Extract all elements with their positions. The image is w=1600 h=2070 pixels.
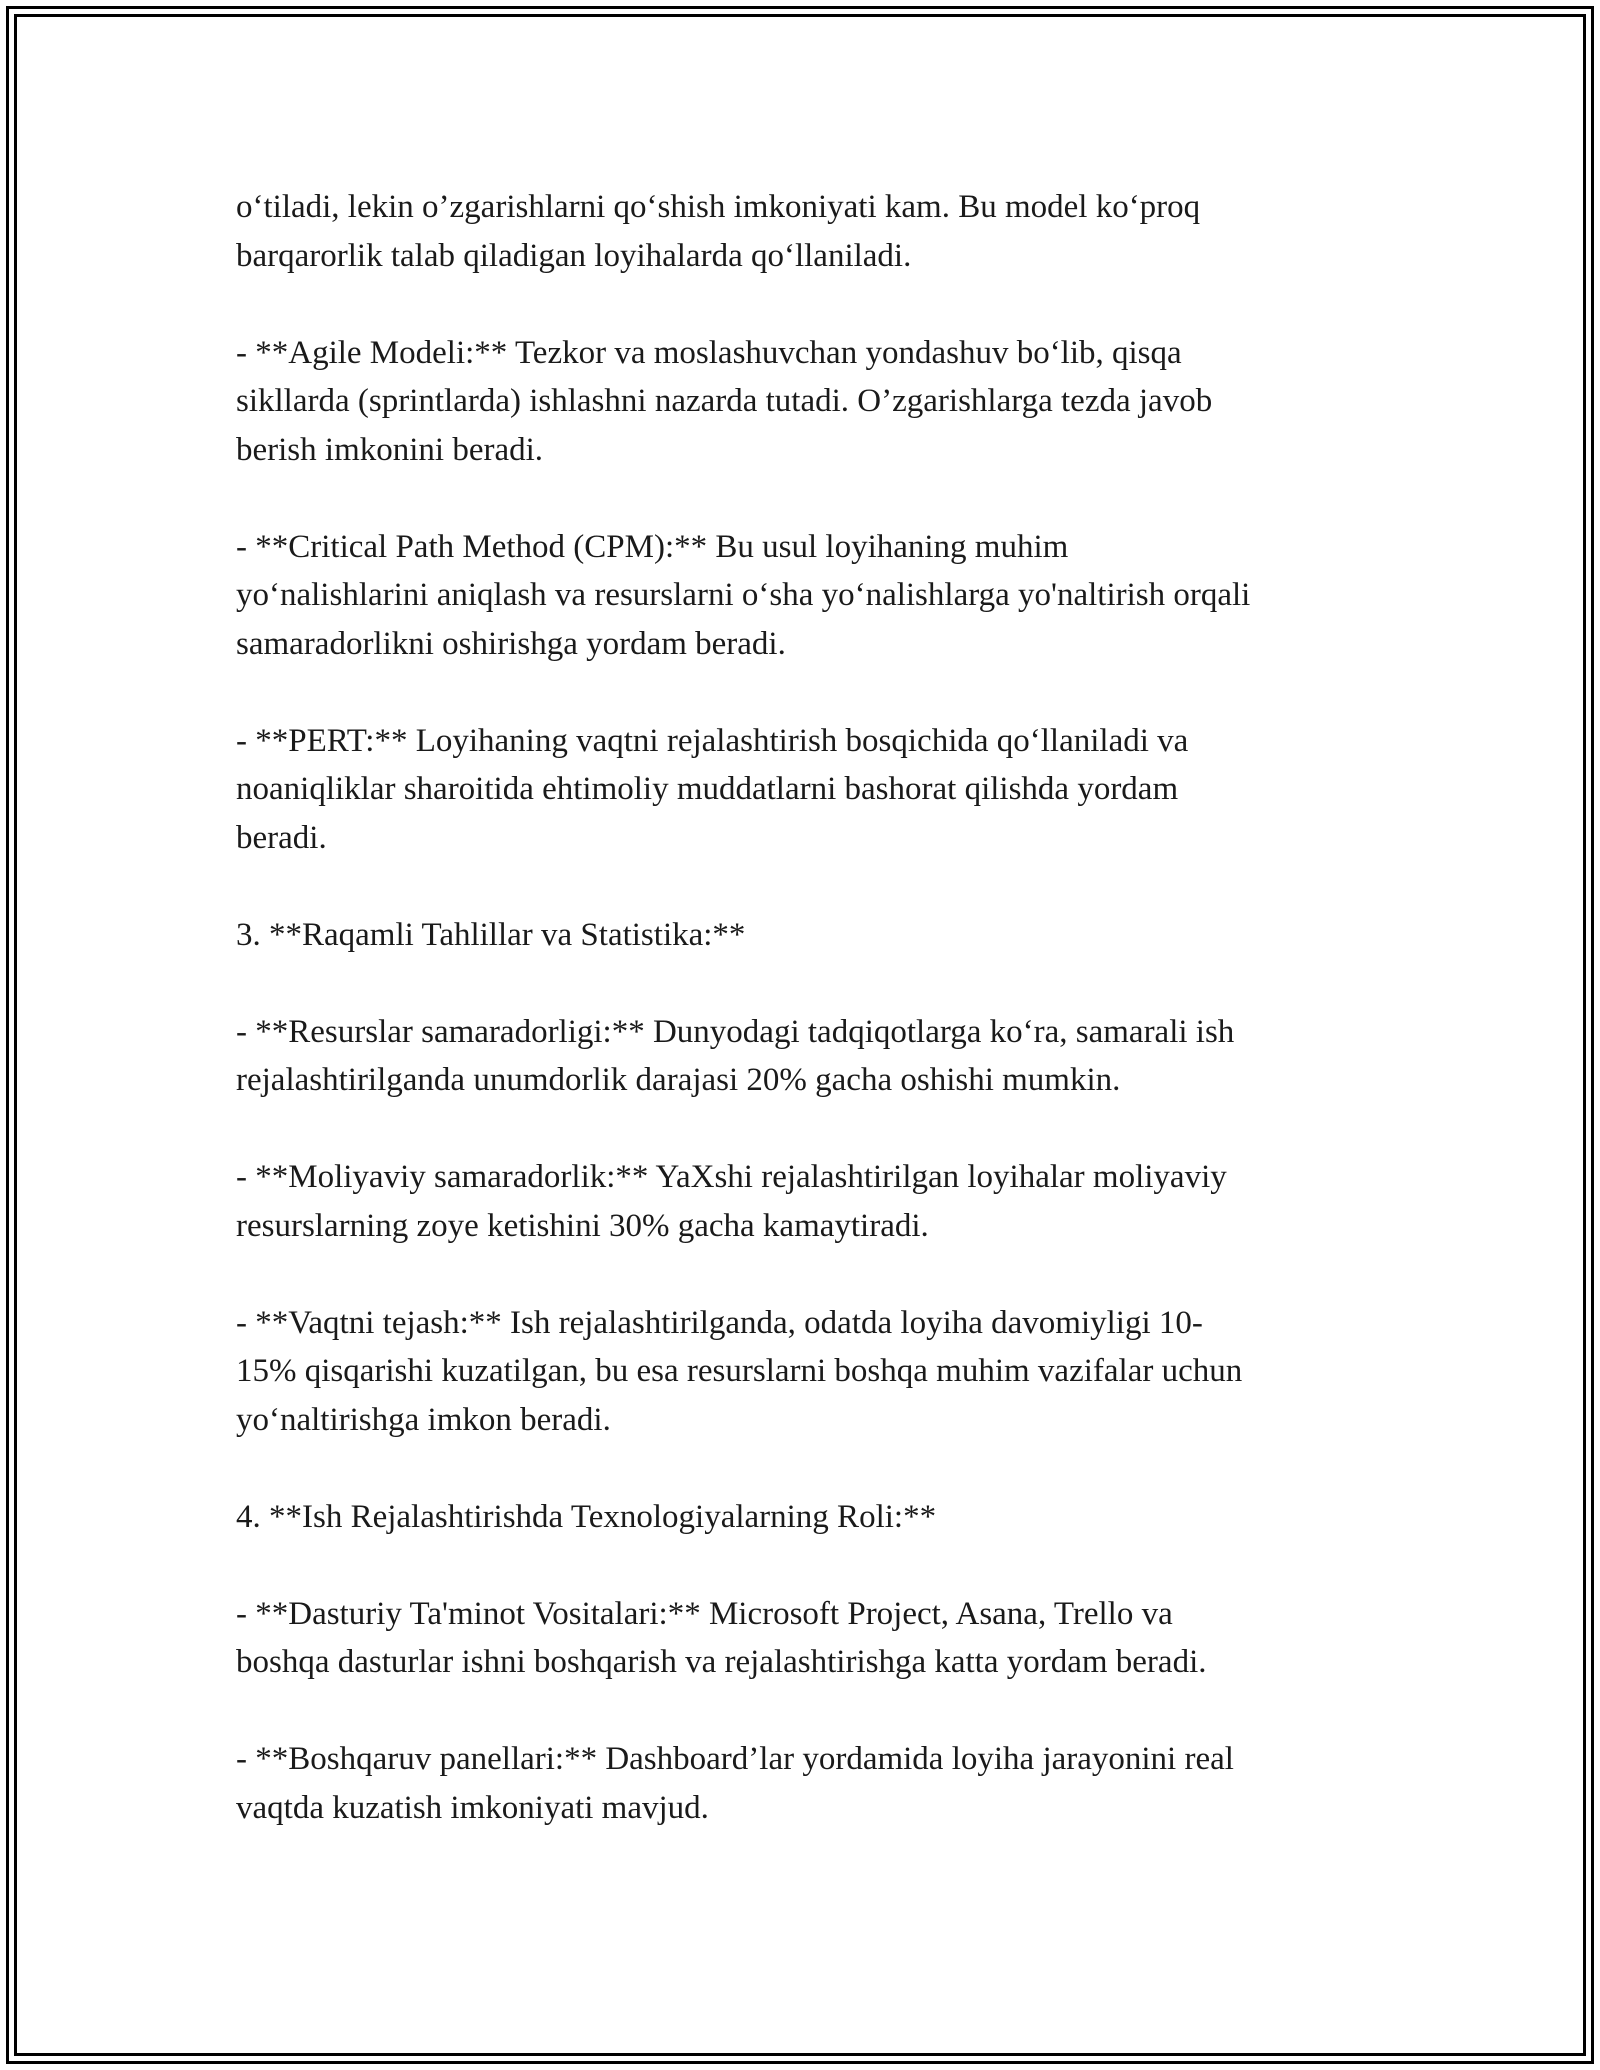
text-line: - **Agile Modeli:** Tezkor va moslashuvchan yondashuv bo‘lib, qisqa	[236, 334, 1182, 371]
paragraph-critical-path-method	[236, 523, 1396, 669]
paragraph-resource-efficiency	[236, 1008, 1396, 1105]
text-line: yo‘naltirishga imkon beradi.	[236, 1401, 611, 1438]
text-line: 3. **Raqamli Tahlillar va Statistika:**	[236, 916, 746, 953]
paragraph-pert	[236, 717, 1396, 863]
text-line: 15% qisqarishi kuzatilgan, bu esa resurslarni boshqa muhim vazifalar uchun	[236, 1353, 1243, 1389]
text-line: - **Boshqaruv panellari:** Dashboard’lar yordamida loyiha jarayonini real	[236, 1741, 1234, 1777]
text-line: o‘tiladi, lekin o’zgarishlarni qo‘shish imkoniyati kam. Bu model ko‘proq	[236, 189, 1201, 225]
text-line: rejalashtirilganda unumdorlik darajasi 20% gacha oshishi mumkin.	[236, 1062, 1121, 1098]
text-line: resurslarning zoye ketishini 30% gacha kamaytiradi.	[236, 1207, 929, 1244]
text-line: noaniqliklar sharoitida ehtimoliy muddatlarni bashorat qilishda yordam	[236, 771, 1179, 807]
text-line: samaradorlikni oshirishga yordam beradi.	[236, 625, 786, 662]
text-line: barqarorlik talab qiladigan loyihalarda qo‘llaniladi.	[236, 237, 912, 274]
text-line: - **Critical Path Method (CPM):** Bu usul loyihaning muhim	[236, 528, 1069, 565]
text-line: - **PERT:** Loyihaning vaqtni rejalashtirish bosqichida qo‘llaniladi va	[236, 722, 1189, 759]
text-line: boshqa dasturlar ishni boshqarish va rejalashtirishga katta yordam beradi.	[236, 1644, 1207, 1680]
text-line: vaqtda kuzatish imkoniyati mavjud.	[236, 1789, 709, 1826]
section-heading-technology-role	[236, 1493, 1396, 1542]
paragraph-financial-efficiency	[236, 1153, 1396, 1250]
paragraph-waterfall-continuation	[236, 183, 1396, 280]
text-line: yo‘nalishlarini aniqlash va resurslarni o‘sha yo‘nalishlarga yo'naltirish orqali	[236, 577, 1251, 613]
text-line: - **Moliyaviy samaradorlik:** YaXshi rejalashtirilgan loyihalar moliyaviy	[236, 1159, 1227, 1195]
text-line: - **Resurslar samaradorligi:** Dunyodagi tadqiqotlarga ko‘ra, samarali ish	[236, 1013, 1235, 1050]
section-heading-digital-analysis	[236, 911, 1396, 960]
paragraph-dashboards	[236, 1735, 1396, 1832]
text-line: berish imkonini beradi.	[236, 431, 544, 468]
text-line: beradi.	[236, 819, 327, 856]
text-line: - **Vaqtni tejash:** Ish rejalashtirilganda, odatda loyiha davomiyligi 10-	[236, 1304, 1203, 1341]
paragraph-time-saving	[236, 1299, 1396, 1445]
paragraph-agile-model	[236, 329, 1396, 475]
text-line: sikllarda (sprintlarda) ishlashni nazarda tutadi. O’zgarishlarga tezda javob	[236, 383, 1213, 419]
paragraph-software-tools	[236, 1590, 1396, 1687]
text-line: - **Dasturiy Ta'minot Vositalari:** Microsoft Project, Asana, Trello va	[236, 1595, 1173, 1632]
text-line: 4. **Ish Rejalashtirishda Texnologiyalarning Roli:**	[236, 1498, 937, 1535]
document-body	[236, 183, 1396, 1832]
